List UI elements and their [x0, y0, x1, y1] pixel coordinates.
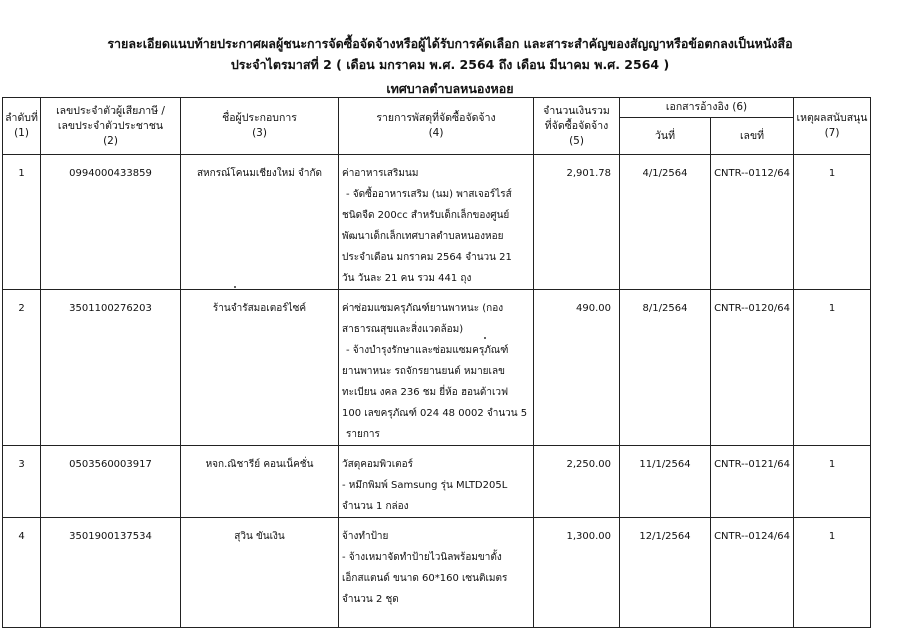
procurement-table [2, 97, 871, 628]
items-cell: ค่าซ่อมแซมครุภัณฑ์ยานพาหนะ (กอง สาธารณสุขและสิ่งแวดล้อม) - จ้างบำรุงรักษาและซ่อมแซมครุภัณฑ์ ยานพาหนะ รถจักรยานยนต์ หมายเลข ทะเบียน งคล 236 ชม ยี่ห้อ ฮอนด้าเวฟ 100 เลขครุภัณฑ์ 024 48 0002 จำนวน 5 รายการ [339, 290, 534, 446]
vendor-cell: ร้านจำรัสมอเตอร์ไซค์ [181, 290, 339, 446]
header-taxid: เลขประจำตัวผู้เสียภาษี / เลขประจำตัวประชาชน (2) [41, 98, 181, 155]
table-row [3, 155, 871, 290]
items-cell: วัสดุคอมพิวเตอร์ - หมึกพิมพ์ Samsung รุ่น MLTD205L จำนวน 1 กล่อง [339, 446, 534, 518]
amount-cell: 1,300.00 [534, 518, 620, 628]
scan-speck [234, 286, 236, 288]
table-row [3, 446, 871, 518]
header-vendor: ชื่อผู้ประกอบการ (3) [181, 98, 339, 155]
date-cell: 8/1/2564 [620, 290, 711, 446]
items-cell: จ้างทำป้าย - จ้างเหมาจัดทำป้ายไวนิลพร้อมขาตั้ง เอ็กสแตนด์ ขนาด 60*160 เซนติเมตร จำนวน 2 ชุด [339, 518, 534, 628]
vendor-cell: หจก.ณิชารีย์ คอนเน็คชั่น [181, 446, 339, 518]
docno-cell: CNTR--0121/64 [711, 446, 794, 518]
seq-cell: 1 [3, 155, 41, 290]
header-items: รายการพัสดุที่จัดซื้อจัดจ้าง (4) [339, 98, 534, 155]
vendor-cell: สุวิน ขันเงิน [181, 518, 339, 628]
docno-cell: CNTR--0120/64 [711, 290, 794, 446]
items-cell: ค่าอาหารเสริมนม - จัดซื้ออาหารเสริม (นม) พาสเจอร์ไรส์ ชนิดจืด 200cc สำหรับเด็กเล็กของศูนย์ พัฒนาเด็กเล็กเทศบาลตำบลหนองหอย ประจำเดือน มกราคม 2564 จำนวน 21 วัน วันละ 21 คน รวม 441 ถุง [339, 155, 534, 290]
quarter-subtitle: ประจำไตรมาสที่ 2 ( เดือน มกราคม พ.ศ. 2564 ถึง เดือน มีนาคม พ.ศ. 2564 ) [230, 57, 670, 72]
seq-cell: 3 [3, 446, 41, 518]
seq-cell: 4 [3, 518, 41, 628]
reason-cell: 1 [794, 446, 871, 518]
date-cell: 4/1/2564 [620, 155, 711, 290]
table-row [3, 518, 871, 628]
table-row [3, 290, 871, 446]
reason-cell: 1 [794, 155, 871, 290]
document-title: รายละเอียดแนบท้ายประกาศผลผู้ชนะการจัดซื้อจัดจ้างหรือผู้ได้รับการคัดเลือก และสาระสำคัญของสัญญาหรือข้อตกลงเป็นหนังสือ [107, 36, 793, 51]
taxid-cell: 3501900137534 [41, 518, 181, 628]
docno-cell: CNTR--0124/64 [711, 518, 794, 628]
scan-speck [484, 337, 486, 339]
header-reason: เหตุผลสนับสนุน (7) [794, 98, 871, 155]
date-cell: 11/1/2564 [620, 446, 711, 518]
taxid-cell: 0503560003917 [41, 446, 181, 518]
header-amount: จำนวนเงินรวม ที่จัดซื้อจัดจ้าง (5) [534, 98, 620, 155]
header-docno: เลขที่ [711, 118, 794, 155]
reason-cell: 1 [794, 518, 871, 628]
reason-cell: 1 [794, 290, 871, 446]
header-date: วันที่ [620, 118, 711, 155]
amount-cell: 490.00 [534, 290, 620, 446]
organization-name: เทศบาลตำบลหนองหอย [386, 81, 514, 96]
amount-cell: 2,250.00 [534, 446, 620, 518]
header-reference-docs: เอกสารอ้างอิง (6) [620, 98, 794, 118]
date-cell: 12/1/2564 [620, 518, 711, 628]
seq-cell: 2 [3, 290, 41, 446]
header-seq: ลำดับที่ (1) [3, 98, 41, 155]
taxid-cell: 0994000433859 [41, 155, 181, 290]
amount-cell: 2,901.78 [534, 155, 620, 290]
docno-cell: CNTR--0112/64 [711, 155, 794, 290]
taxid-cell: 3501100276203 [41, 290, 181, 446]
vendor-cell: สหกรณ์โคนมเชียงใหม่ จำกัด [181, 155, 339, 290]
